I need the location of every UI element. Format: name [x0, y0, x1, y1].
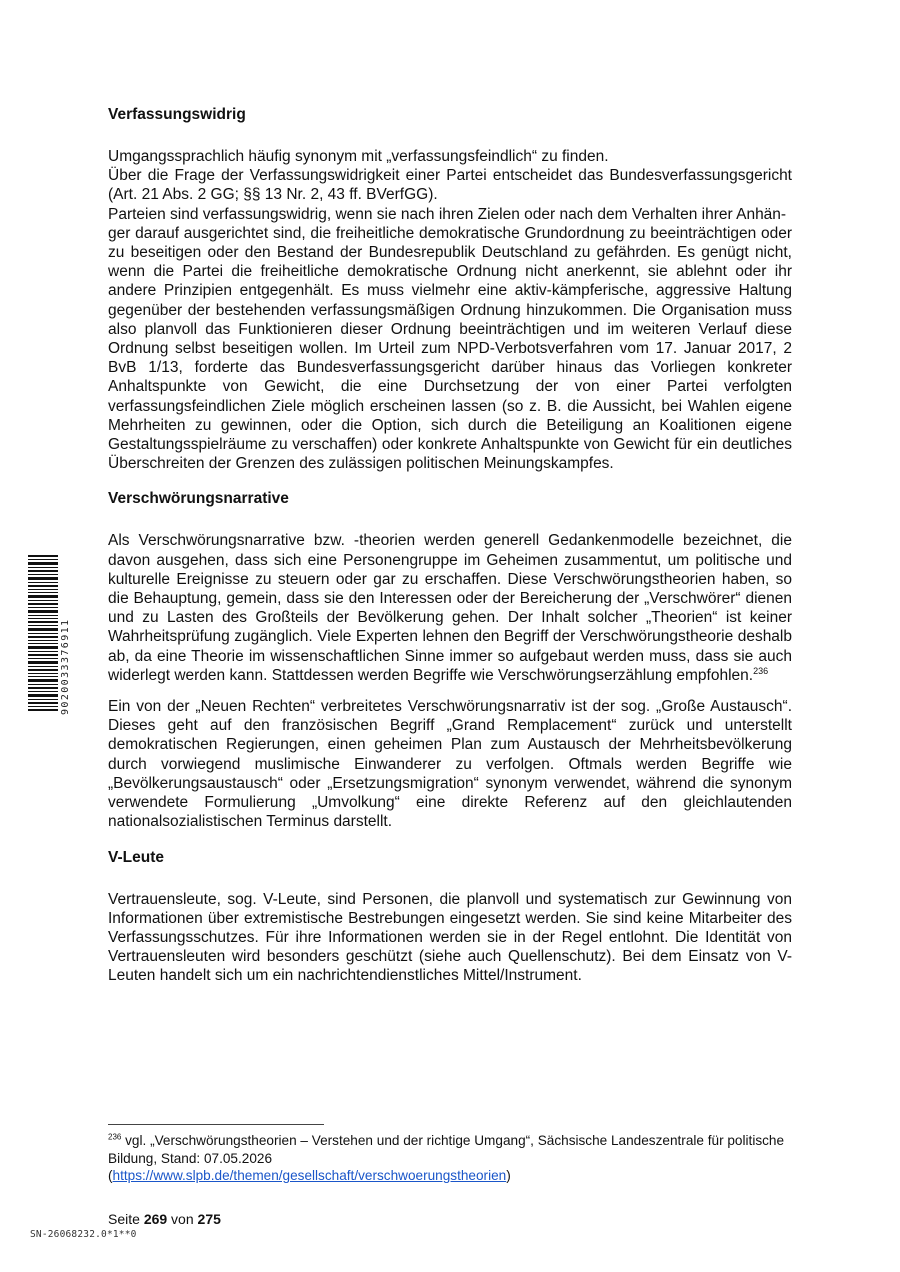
footnote-text: vgl. „Verschwörungstheorien – Verstehen und der richtige Umgang“, Sächsische Landeszentrale für politische Bildung, Stand: 07.05.2026	[108, 1133, 785, 1166]
paragraph: Vertrauensleute, sog. V-Leute, sind Personen, die planvoll und systematisch zur Gewinnung von Informationen über extremistische Bestrebungen eingesetzt werden. Sie sind keine Mitarbeiter des Verfassungsschutzes. Für ihre Informationen werden sie in der Regel entlohnt. Die Identität von Vertrauensleuten wird besonders geschützt (siehe auch Quellenschutz). Bei dem Einsatz von V-Leuten handelt sich um ein nachrichtendienstliches Mittel/Instrument.	[108, 890, 792, 985]
paragraph: Ein von der „Neuen Rechten“ verbreitetes Verschwörungsnarrativ ist der sog. „Große Austausch“. Dieses geht auf den französischen Begriff „Grand Remplacement“ zurück und unterstellt demokratischen Regierungen, einen geheimen Plan zum Austausch der Mehrheitsbevölkerung durch vorwiegend muslimische Einwanderer zu verfolgen. Oftmals werden Begriffe wie „Bevölkerungsaustausch“ oder „Ersetzungsmigration“ synonym verwendet, während die synonym verwendete Formulierung „Umvolkung“ eine direkte Referenz auf den gleichlautenden nationalsozialistischen Terminus darstellt.	[108, 698, 792, 831]
section-title-verfassungswidrig: Verfassungswidrig	[108, 106, 246, 123]
footnote-number: 236	[108, 1132, 122, 1142]
page-number-current: 269	[143, 1211, 168, 1227]
paragraph: Über die Frage der Verfassungswidrigkeit einer Partei entscheidet das Bundesverfassungsgericht (Art. 21 Abs. 2 GG; §§ 13 Nr. 2, 43 ff. BVerfGG).	[108, 167, 792, 204]
barcode-digits: 9020033376911	[60, 618, 71, 715]
footnote-separator	[108, 1124, 324, 1125]
paragraph: ger darauf ausgerichtet sind, die freiheitliche demokratische Grundordnung zu beeinträchtigen oder zu beseitigen oder den Bestand der Bundesrepublik Deutschland zu gefährden. Es genügt nicht, wenn die Partei die freiheitliche demokratische Ordnung nicht anerkennt, sie ablehnt oder ihr andere Prinzipien entgegenhält. Es muss vielmehr eine aktiv-kämpferische, aggressive Haltung gegenüber der bestehenden verfassungsmäßigen Ordnung hinzukommen. Die Organisation muss also planvoll das Funktionieren dieser Ordnung beeinträchtigen und im weiteren Verlauf diese Ordnung selbst beseitigen wollen. Im Urteil zum NPD-Verbotsverfahren vom 17. Januar 2017, 2 BvB 1/13, forderte das Bundesverfassungsgericht darüber hinaus das Vorliegen konkreter Anhaltspunkte von Gewicht, die eine Durchsetzung der von einer Partei verfolgten verfassungsfeindlichen Ziele möglich erscheinen lassen (so z. B. die Aussicht, bei Wahlen eigene Mehrheiten zu gewinnen, oder die Option, sich durch die Beteiligung an Koalitionen eigene Gestaltungsspielräume zu verschaffen) oder konkrete Anhaltspunkte von Gewicht für ein deutliches Überschreiten der Grenzen des zulässigen politischen Meinungskampfes.	[108, 224, 792, 473]
section-title-v-leute: V-Leute	[108, 848, 164, 866]
footnote-reference[interactable]: 236	[753, 665, 769, 676]
document-id: SN-26068232.0*1**0	[30, 1229, 137, 1240]
paragraph-text: Als Verschwörungsnarrative bzw. -theorien werden generell Gedankenmodelle bezeichnet, die davon ausgehen, dass sich eine Personengruppe im Geheimen zusammentut, um politische und kulturelle Ereignisse zu steuern oder gar zu erschaffen. Diese Verschwörungstheorien haben, so die Behauptung, gemein, dass sie den Interessen oder der Bereicherung der „Verschwörer“ dienen und zu Lasten des Großteils der Bevölkerung gehen. Der Inhalt solcher „Theorien“ ist keiner Wahrheitsprüfung zugänglich. Viele Experten lehnen den Begriff der Verschwörungstheorie deshalb ab, da eine Theorie im wissenschaftlichen Sinne immer so aufgebaut werden muss, dass sie auch widerlegt werden kann. Stattdessen werden Begriffe wie Verschwörungserzählung empfohlen.	[108, 532, 792, 684]
footnote-link-open: (	[108, 1168, 113, 1183]
paragraph: Umgangssprachlich häufig synonym mit „verfassungsfeindlich“ zu finden.	[108, 148, 609, 165]
paragraph	[108, 531, 792, 685]
footnote-link[interactable]: https://www.slpb.de/themen/gesellschaft/verschwoerungstheorien	[112, 1168, 507, 1183]
page-number-middle: von	[167, 1211, 198, 1227]
page-number-prefix: Seite	[108, 1211, 144, 1227]
section-title-verschwoerungsnarrative: Verschwörungsnarrative	[108, 490, 289, 508]
page-number	[108, 1211, 221, 1227]
page-content	[108, 105, 792, 986]
paragraph: Parteien sind verfassungswidrig, wenn sie nach ihren Zielen oder nach dem Verhalten ihrer Anhän-	[108, 205, 787, 223]
footnote	[108, 1132, 792, 1185]
page-number-total: 275	[197, 1211, 221, 1227]
footnote-link-close: )	[506, 1168, 511, 1183]
